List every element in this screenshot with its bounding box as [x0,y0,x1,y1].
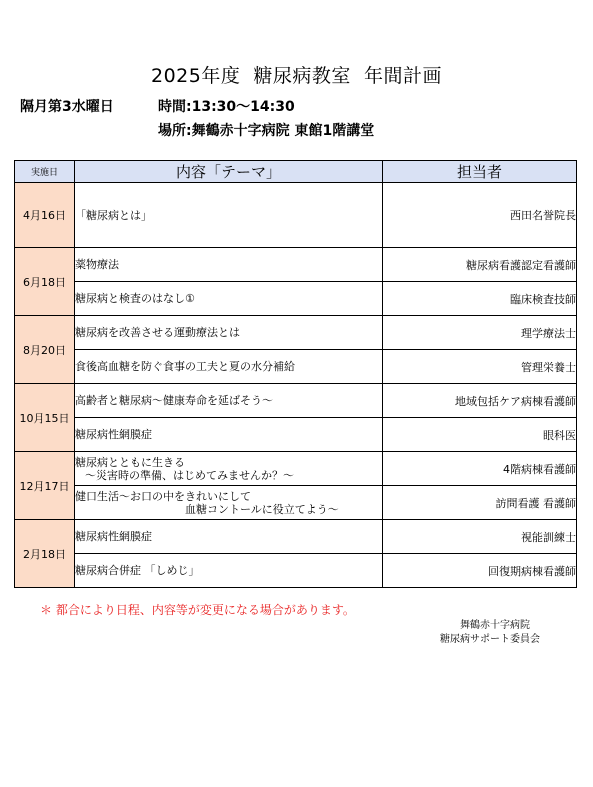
session-topic: 糖尿病性網膜症 [75,520,383,554]
session-date: 12月17日 [15,452,75,520]
table-row [15,183,577,248]
session-date: 8月20日 [15,316,75,384]
session-topic: 糖尿病と検査のはなし① [75,282,383,316]
table-row [15,282,577,316]
session-topic: 食後高血糖を防ぐ食事の工夫と夏の水分補給 [75,350,383,384]
session-date: 6月18日 [15,248,75,316]
session-staff: 西田名誉院長 [383,183,577,248]
table-row [15,384,577,418]
session-staff: 4階病棟看護師 [383,452,577,486]
session-topic-line1: 糖尿病とともに生きる [75,455,185,469]
schedule-text: 隔月第3水曜日 [20,99,114,115]
session-staff: 回復期病棟看護師 [383,554,577,588]
table-row [15,418,577,452]
table-row [15,452,577,486]
session-topic-line1: 健口生活～お口の中をきれいにして [75,489,251,503]
annual-plan-table [14,160,577,588]
session-staff: 眼科医 [383,418,577,452]
table-row [15,248,577,282]
column-header-date: 実施日 [15,161,75,183]
session-staff: 訪問看護 看護師 [383,486,577,520]
table-header-row [15,161,577,183]
page-title: 2025年度 糖尿病教室 年間計画 [150,65,442,87]
session-topic: 薬物療法 [75,248,383,282]
session-topic: 「糖尿病とは」 [75,183,383,248]
session-staff: 理学療法士 [383,316,577,350]
session-staff: 臨床検査技師 [383,282,577,316]
organizer-committee: 糖尿病サポート委員会 [440,634,540,645]
session-date: 2月18日 [15,520,75,588]
session-staff: 管理栄養士 [383,350,577,384]
organizer-hospital: 舞鶴赤十字病院 [460,620,530,631]
place-text: 場所:舞鶴赤十字病院 東館1階講堂 [158,123,375,139]
table-row [15,350,577,384]
session-topic [75,452,383,486]
session-topic-line2: ～災害時の準備、はじめてみませんか？～ [85,468,294,482]
change-notice: ＊ 都合により日程、内容等が変更になる場合があります。 [40,603,355,617]
session-date: 10月15日 [15,384,75,452]
table-row [15,520,577,554]
table-row [15,486,577,520]
session-staff: 地域包括ケア病棟看護師 [383,384,577,418]
session-date: 4月16日 [15,183,75,248]
time-text: 時間:13:30～14:30 [158,99,295,115]
session-topic: 糖尿病を改善させる運動療法とは [75,316,383,350]
table-row [15,554,577,588]
session-staff: 視能訓練士 [383,520,577,554]
session-topic-line2: 血糖コントールに役立てよう～ [185,502,339,516]
column-header-topic: 内容「テーマ」 [75,161,383,183]
session-topic: 糖尿病合併症 「しめじ」 [75,554,383,588]
session-topic: 糖尿病性網膜症 [75,418,383,452]
session-topic: 高齢者と糖尿病～健康寿命を延ばそう～ [75,384,383,418]
column-header-staff: 担当者 [383,161,577,183]
table-row [15,316,577,350]
session-staff: 糖尿病看護認定看護師 [383,248,577,282]
session-topic [75,486,383,520]
